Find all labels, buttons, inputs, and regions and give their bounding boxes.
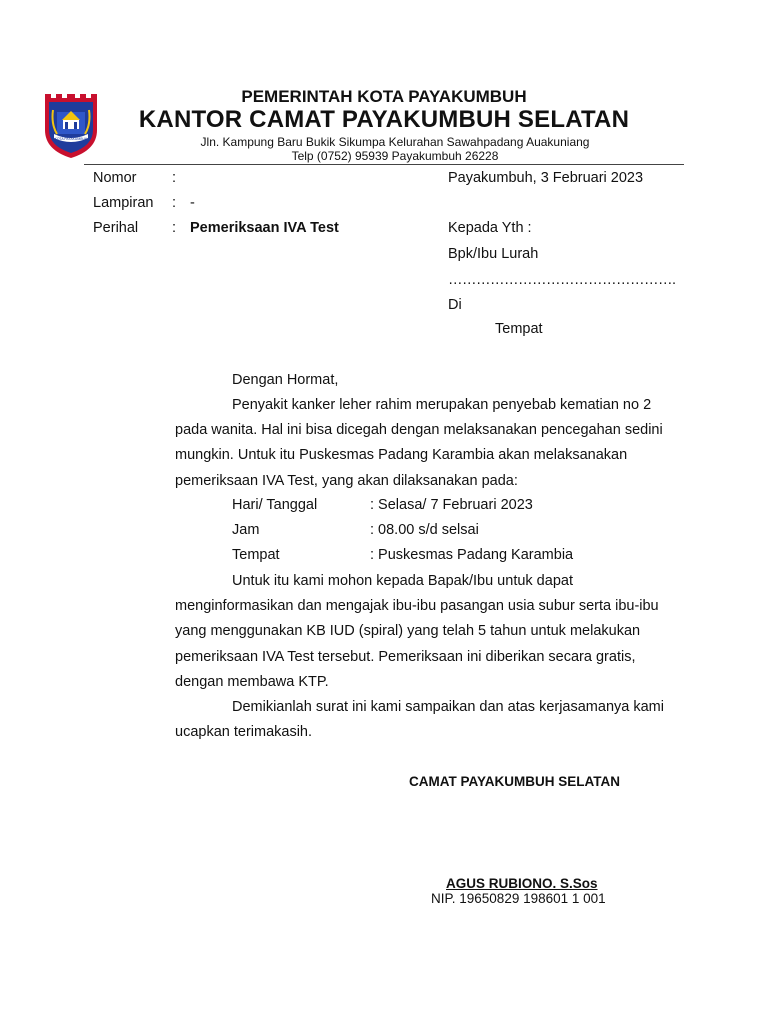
office-phone: Telp (0752) 95939 Payakumbuh 26228 [291, 149, 499, 163]
paragraph-1-text: Penyakit kanker leher rahim merupakan penyebab kematian no 2 pada wanita. Hal ini bisa dicegah dengan melaksanakan pencegahan sedini mungkin. Untuk itu Puskesmas Padang Karambia akan melaksanakan pemeriksaan IVA Test, yang akan dilaksanakan pada: [175, 397, 663, 489]
place-date: Payakumbuh, 3 Februari 2023 [448, 170, 644, 186]
schedule-day-value: : Selasa/ 7 Februari 2023 [370, 497, 533, 513]
schedule-time-value: : 08.00 s/d selsai [370, 522, 479, 538]
office-address: Jln. Kampung Baru Bukik Sikumpa Kelurahan Sawahpadang Auakuniang [200, 135, 590, 149]
nomor-colon: : [172, 170, 177, 186]
office-heading: KANTOR CAMAT PAYAKUMBUH SELATAN [138, 106, 630, 133]
perihal-label: Perihal [93, 220, 139, 236]
perihal-colon: : [172, 220, 177, 236]
recipient-name: Bpk/Ibu Lurah [448, 246, 539, 262]
perihal-value: Pemeriksaan IVA Test [190, 220, 339, 236]
paragraph-2 [175, 569, 674, 695]
paragraph-2-text: Untuk itu kami mohon kepada Bapak/Ibu untuk dapat menginformasikan dan mengajak ibu-ibu pasangan usia subur serta ibu-ibu yang menggunakan KB IUD (spiral) yang telah 5 tahun untuk melakukan pemeriksaan IVA Test tersebut. Pemeriksaan ini diberikan secara gratis, dengan membawa KTP. [175, 573, 659, 690]
greeting: Dengan Hormat, [232, 372, 339, 388]
paragraph-3 [175, 695, 674, 745]
paragraph-1 [175, 393, 674, 494]
lampiran-colon: : [172, 195, 177, 211]
header-divider [84, 164, 684, 165]
nomor-label: Nomor [93, 170, 137, 186]
paragraph-3-text: Demikianlah surat ini kami sampaikan dan atas kerjasamanya kami ucapkan terimakasih. [175, 699, 664, 741]
schedule-place-value: : Puskesmas Padang Karambia [370, 547, 574, 563]
schedule-time-label: Jam [232, 522, 260, 538]
lampiran-label: Lampiran [93, 195, 154, 211]
signature-title: CAMAT PAYAKUMBUH SELATAN [409, 774, 621, 789]
schedule-place-label: Tempat [232, 547, 280, 563]
government-heading: PEMERINTAH KOTA PAYAKUMBUH [241, 87, 527, 106]
signature-nip: NIP. 19650829 198601 1 001 [431, 891, 606, 906]
schedule-day-label: Hari/ Tanggal [232, 497, 318, 513]
lampiran-value: - [190, 195, 195, 211]
recipient-tempat: Tempat [495, 321, 543, 337]
recipient-di: Di [448, 297, 462, 313]
signature-name: AGUS RUBIONO. S.Sos [446, 876, 598, 891]
recipient-dots: …………………………………………. [448, 272, 676, 288]
kepada-yth: Kepada Yth : [448, 220, 532, 236]
logo-caption: KOTA PAYAKUMBUH [54, 137, 88, 141]
